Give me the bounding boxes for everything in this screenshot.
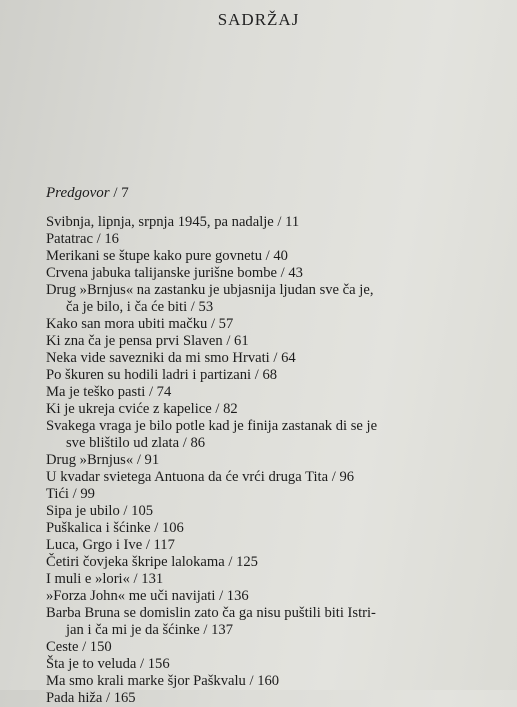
- toc-page-number: 11: [285, 214, 300, 230]
- page-separator: /: [224, 554, 237, 570]
- page-separator: /: [273, 214, 286, 230]
- toc-entry: [46, 248, 476, 265]
- toc-entry: [46, 452, 476, 469]
- toc-entry: [46, 673, 476, 690]
- toc-entry: [46, 639, 476, 656]
- toc-entry-text: ča je bilo, i ča će biti: [66, 299, 188, 315]
- page-separator: /: [179, 435, 191, 451]
- toc-entry: [46, 554, 476, 571]
- toc-page-number: 125: [236, 554, 258, 570]
- preface-label: Predgovor: [46, 185, 110, 201]
- toc-entry: [46, 690, 476, 707]
- page-separator: /: [136, 656, 148, 672]
- page-title: SADRŽAJ: [217, 10, 300, 29]
- toc-entry-text: I muli e »lori«: [46, 571, 130, 587]
- table-of-contents: [46, 214, 476, 707]
- toc-entry-text: Crvena jabuka talijanske jurišne bombe: [46, 265, 277, 281]
- toc-page-number: 86: [190, 435, 206, 451]
- page-separator: /: [245, 673, 258, 689]
- toc-entry-title-continued: [46, 435, 476, 452]
- toc-entry: [46, 350, 476, 367]
- page-separator: /: [78, 639, 90, 655]
- toc-entry-title: [46, 486, 95, 502]
- toc-entry: [46, 401, 476, 418]
- page-separator: /: [207, 316, 219, 332]
- page-separator: /: [199, 622, 212, 638]
- toc-entry-text: Ma je teško pasti: [46, 384, 146, 400]
- toc-entry: [46, 214, 476, 231]
- toc-page-number: 53: [198, 299, 214, 315]
- toc-entry: [46, 316, 476, 333]
- toc-entry-text: Ma smo krali marke šjor Paškvalu: [46, 673, 246, 689]
- toc-page-number: 16: [104, 231, 119, 247]
- toc-entry-title: [46, 452, 159, 468]
- page-separator: /: [113, 185, 122, 201]
- toc-entry: [46, 265, 476, 282]
- toc-entry-text: Ki zna ča je pensa prvi Slaven: [46, 333, 223, 349]
- toc-entry-text: Pada hiža: [46, 690, 103, 706]
- page-separator: /: [142, 537, 154, 553]
- page-separator: /: [145, 384, 157, 400]
- toc-entry-title: [46, 639, 112, 655]
- toc-entry-text: Puškalica i šćinke: [46, 520, 151, 536]
- preface-entry: [46, 185, 129, 202]
- toc-page-number: 82: [223, 401, 238, 417]
- toc-entry-title: Barba Bruna se domislin zato ča ga nisu puštili biti Istri-: [46, 605, 376, 621]
- toc-entry: [46, 605, 476, 639]
- page-separator: /: [150, 520, 162, 536]
- toc-entry-title: [46, 520, 184, 536]
- toc-entry-text: Svibnja, lipnja, srpnja 1945, pa nadalje: [46, 214, 274, 230]
- toc-page-number: 137: [211, 622, 233, 638]
- toc-page-number: 61: [234, 333, 249, 349]
- page-separator: /: [222, 333, 235, 349]
- page-separator: /: [211, 401, 224, 417]
- toc-page-number: 106: [161, 520, 184, 536]
- toc-entry-text: Neka vide savezniki da mi smo Hrvati: [46, 350, 270, 366]
- page-separator: /: [69, 486, 81, 502]
- toc-entry-title: [46, 673, 279, 689]
- toc-entry: [46, 367, 476, 384]
- page-separator: /: [129, 571, 142, 587]
- toc-entry-text: Ceste: [46, 639, 79, 655]
- toc-entry-title: [46, 265, 303, 281]
- page-separator: /: [102, 690, 114, 706]
- toc-entry-title: [46, 316, 233, 332]
- toc-entry: [46, 469, 476, 486]
- toc-page-number: 68: [262, 367, 278, 383]
- toc-page-number: 156: [147, 656, 170, 672]
- toc-page-number: 136: [226, 588, 249, 604]
- toc-page-number: 57: [218, 316, 234, 332]
- toc-page-number: 165: [113, 690, 136, 706]
- toc-entry: [46, 418, 476, 452]
- toc-entry-title: [46, 690, 136, 706]
- toc-entry-text: Ki je ukreja cviće z kapelice: [46, 401, 212, 417]
- page-separator: /: [119, 503, 132, 519]
- page-separator: /: [269, 350, 282, 366]
- toc-entry-title: [46, 656, 170, 672]
- toc-entry-title: [46, 384, 171, 400]
- toc-entry-text: Merikani se štupe kako pure govnetu: [46, 248, 263, 264]
- toc-entry-title-continued: [46, 622, 476, 639]
- toc-entry-title: Svakega vraga je bilo potle kad je finija zastanak di se je: [46, 418, 378, 434]
- toc-page-number: 96: [339, 469, 355, 485]
- preface-page-number: 7: [121, 185, 129, 201]
- toc-entry-text: Tići: [46, 486, 69, 502]
- toc-entry: [46, 486, 476, 503]
- toc-entry-text: U kvadar svietega Antuona da će vrći druga Tita: [46, 469, 329, 485]
- toc-page-number: 105: [131, 503, 154, 519]
- toc-page-number: 43: [288, 265, 303, 281]
- toc-entry-title: Drug »Brnjus« na zastanku je ubjasnija ljudan sve ča je,: [46, 282, 374, 298]
- page-separator: /: [187, 299, 199, 315]
- toc-page-number: 131: [141, 571, 164, 587]
- toc-entry-text: Drug »Brnjus«: [46, 452, 134, 468]
- toc-entry-title: [46, 231, 119, 247]
- toc-entry-text: jan i ča mi je da šćinke: [66, 622, 200, 638]
- toc-entry-text: sve blištilo ud zlata: [66, 435, 180, 451]
- page-separator: /: [93, 231, 105, 247]
- toc-entry: [46, 656, 476, 673]
- page-separator: /: [133, 452, 145, 468]
- page-separator: /: [277, 265, 289, 281]
- toc-entry-title: [46, 248, 288, 264]
- toc-entry: [46, 231, 476, 248]
- toc-entry-title: [46, 214, 299, 230]
- toc-page-number: 150: [89, 639, 112, 655]
- toc-entry-text: Šta je to veluda: [46, 656, 137, 672]
- toc-page-number: 117: [153, 537, 175, 553]
- toc-page-number: 99: [80, 486, 95, 502]
- toc-entry-title: [46, 554, 258, 570]
- toc-entry: [46, 384, 476, 401]
- toc-entry-title: [46, 333, 249, 349]
- toc-entry-title: [46, 350, 296, 366]
- toc-entry: [46, 537, 476, 554]
- toc-entry-title: [46, 367, 277, 383]
- toc-entry-text: Luca, Grgo i Ive: [46, 537, 143, 553]
- toc-entry: [46, 282, 476, 316]
- toc-entry-text: Sipa je ubilo: [46, 503, 120, 519]
- toc-entry: [46, 503, 476, 520]
- toc-entry-text: Po škuren su hodili ladri i partizani: [46, 367, 252, 383]
- toc-entry-text: Četiri čovjeka škripe lalokama: [46, 554, 225, 570]
- toc-page-number: 40: [273, 248, 288, 264]
- toc-entry-title: [46, 588, 249, 604]
- toc-entry-title: [46, 571, 163, 587]
- toc-entry: [46, 588, 476, 605]
- toc-entry-title: [46, 503, 153, 519]
- toc-entry-title: [46, 537, 175, 553]
- toc-page-number: 64: [281, 350, 296, 366]
- page-separator: /: [215, 588, 227, 604]
- toc-entry: [46, 333, 476, 350]
- toc-entry-text: »Forza John« me uči navijati: [46, 588, 216, 604]
- toc-entry-title: [46, 469, 354, 485]
- toc-entry-text: Patatrac: [46, 231, 93, 247]
- toc-entry-text: Kako san mora ubiti mačku: [46, 316, 208, 332]
- toc-entry: [46, 520, 476, 537]
- page-separator: /: [251, 367, 263, 383]
- toc-entry: [46, 571, 476, 588]
- toc-page-number: 74: [156, 384, 172, 400]
- page-separator: /: [328, 469, 340, 485]
- toc-entry-title-continued: [46, 299, 476, 316]
- toc-page-number: 91: [144, 452, 160, 468]
- toc-page-number: 160: [257, 673, 280, 689]
- toc-entry-title: [46, 401, 238, 417]
- page-separator: /: [262, 248, 274, 264]
